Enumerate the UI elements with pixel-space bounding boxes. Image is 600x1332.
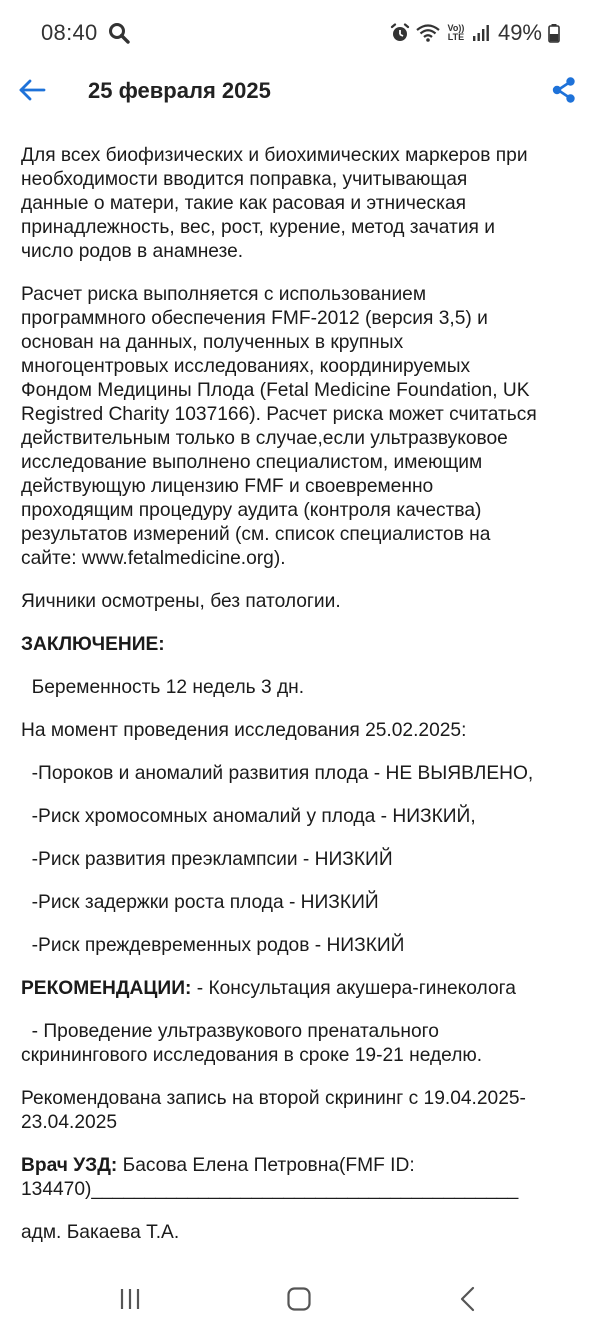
report-content <box>21 144 589 1245</box>
paragraph-ovaries: Яичники осмотрены, без патологии. <box>21 591 341 612</box>
status-icons <box>390 20 560 46</box>
back-button[interactable] <box>14 74 50 110</box>
status-bar <box>0 0 600 66</box>
recommendations-heading: РЕКОМЕНДАЦИИ: <box>21 978 192 999</box>
recent-apps-icon[interactable] <box>118 1286 144 1317</box>
volte-icon: Vo)) LTE <box>447 23 465 42</box>
finding-item: -Риск развития преэклампсии - НИЗКИЙ <box>21 849 393 870</box>
page-title: 25 февраля 2025 <box>88 78 271 103</box>
finding-item: -Риск преждевременных родов - НИЗКИЙ <box>21 935 405 956</box>
pregnancy-term: Беременность 12 недель 3 дн. <box>21 677 305 698</box>
examination-moment: На момент проведения исследования 25.02.2025: <box>21 720 467 741</box>
finding-item: -Риск хромосомных аномалий у плода - НИЗКИЙ, <box>21 806 476 827</box>
alarm-icon <box>390 23 410 43</box>
search-icon <box>108 22 130 44</box>
recommendations-line <box>21 977 589 1001</box>
finding-item: -Пороков и аномалий развития плода - НЕ ВЫЯВЛЕНО, <box>21 763 534 784</box>
finding-item: -Риск задержки роста плода - НИЗКИЙ <box>21 892 379 913</box>
conclusion-heading: ЗАКЛЮЧЕНИЕ: <box>21 634 165 655</box>
doctor-label: Врач УЗД: <box>21 1155 118 1176</box>
recommendation-item: - Проведение ультразвукового пренатального скринингового исследования в сроке 19-21 неделю. <box>21 1021 483 1066</box>
home-icon[interactable] <box>286 1286 312 1317</box>
share-icon <box>551 76 577 109</box>
doctor-signature <box>21 1154 589 1202</box>
app-header <box>0 66 600 116</box>
admin-signature: адм. Бакаева Т.А. <box>21 1222 180 1243</box>
wifi-icon <box>416 23 440 43</box>
nav-back-icon[interactable] <box>456 1286 482 1317</box>
paragraph-risk-calculation: Расчет риска выполняется с использованием программного обеспечения FMF-2012 (версия 3,5) и основан на данных, полученных в крупных многоцентровых исследованиях, координируемых Фондом Медицины Плода (Fetal Medicine Foundation, UK Registred Charity 1037166). Расчет риска может считаться действительным только в случае,если ультразвуковое исследование выполнено специалистом, имеющим действующую лицензию FMF и своевременно проходящим процедуру аудита (контроля качества) результатов измерений (см. список специалистов на сайте: www.fetalmedicine.org). <box>21 284 537 569</box>
battery-percent: 49% <box>497 20 542 45</box>
signal-icon <box>472 24 490 42</box>
arrow-left-icon <box>18 78 46 107</box>
doctor-value: Басова Елена Петровна(FMF ID: 134470)________________________________________ <box>21 1155 519 1200</box>
status-time: 08:40 <box>41 20 98 45</box>
system-nav-bar <box>0 1272 600 1332</box>
battery-icon <box>548 23 560 43</box>
recommendation-item: - Консультация акушера-гинеколога <box>191 978 516 999</box>
share-button[interactable] <box>546 74 582 110</box>
second-screening-note: Рекомендована запись на второй скрининг с 19.04.2025- 23.04.2025 <box>21 1088 526 1133</box>
paragraph-markers: Для всех биофизических и биохимических маркеров при необходимости вводится поправка, учитывающая данные о матери, такие как расовая и этническая принадлежность, вес, рост, курение, метод зачатия и число родов в анамнезе. <box>21 145 528 262</box>
